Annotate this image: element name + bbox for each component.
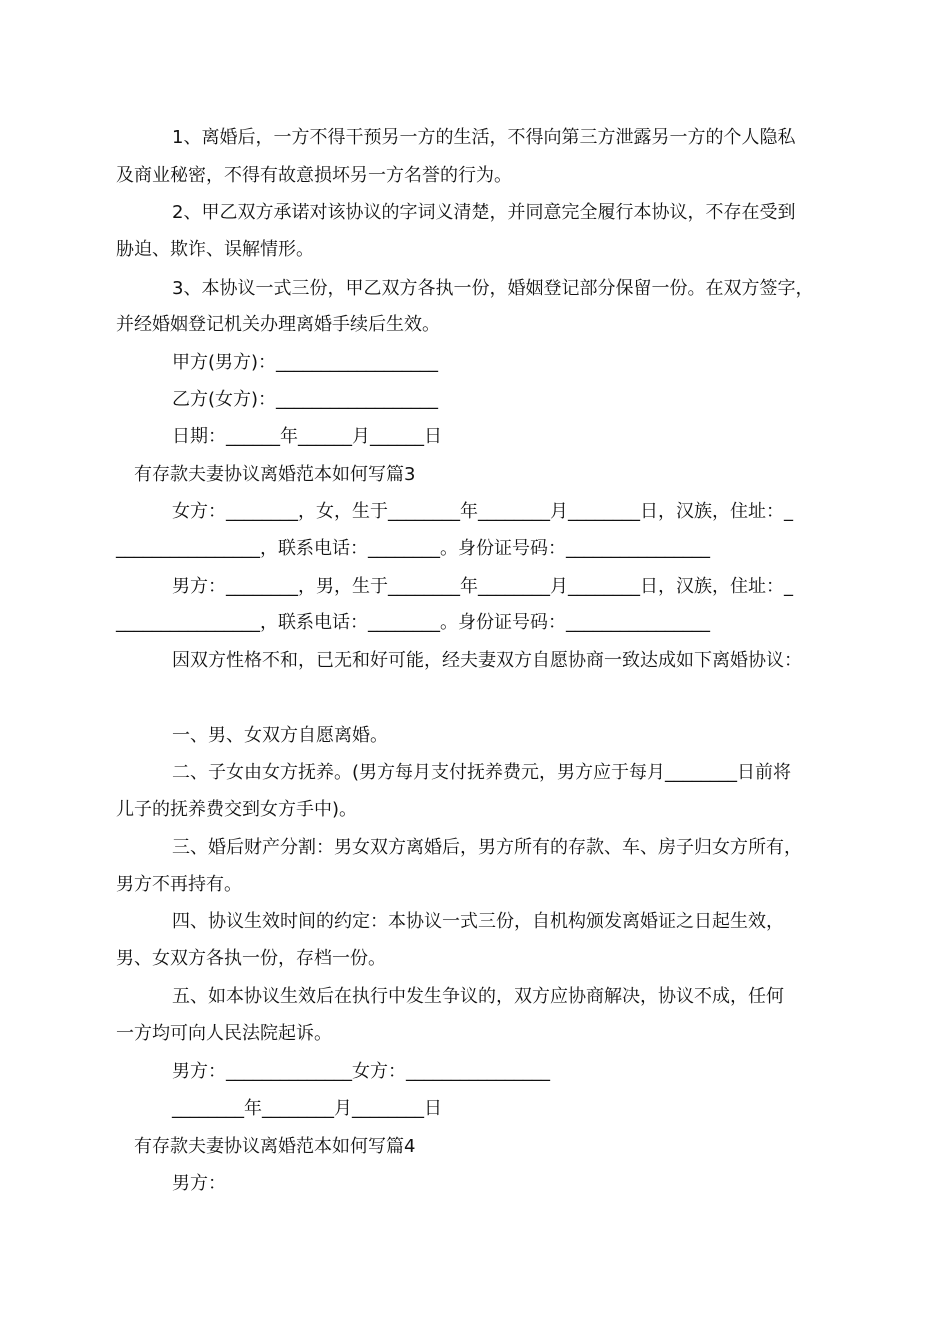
paragraph-line: 3、本协议一式三份，甲乙双方各执一份，婚姻登记部分保留一份。在双方签字， xyxy=(172,278,814,299)
paragraph-line: 并经婚姻登记机关办理离婚手续后生效。 xyxy=(116,314,440,335)
date-line: 日期：______年______月______日 xyxy=(172,426,442,447)
paragraph-line: 及商业秘密，不得有故意损坏另一方名誉的行为。 xyxy=(116,165,512,186)
paragraph-line: 男方：________，男，生于________年________月________日，汉族，住址：_ xyxy=(172,576,793,597)
paragraph-line: 女方：________，女，生于________年________月________日，汉族，住址：_ xyxy=(172,501,793,522)
paragraph-line: 1、离婚后，一方不得干预另一方的生活，不得向第三方泄露另一方的个人隐私 xyxy=(172,127,796,148)
date-line: ________年________月________日 xyxy=(172,1098,442,1119)
paragraph-line: ________________，联系电话：________。身份证号码：________________ xyxy=(116,612,710,633)
paragraph-line: ________________，联系电话：________。身份证号码：________________ xyxy=(116,538,710,559)
paragraph-line: 男、女双方各执一份，存档一份。 xyxy=(116,948,386,969)
paragraph-line: 五、如本协议生效后在执行中发生争议的，双方应协商解决，协议不成，任何 xyxy=(172,986,784,1007)
signature-line-party-a: 甲方(男方)：__________________ xyxy=(172,352,439,373)
paragraph-line: 男方不再持有。 xyxy=(116,874,242,895)
paragraph-line: 因双方性格不和，已无和好可能，经夫妻双方自愿协商一致达成如下离婚协议： xyxy=(172,650,802,671)
paragraph-line: 胁迫、欺诈、误解情形。 xyxy=(116,239,314,260)
paragraph-line: 儿子的抚养费交到女方手中)。 xyxy=(116,799,358,820)
paragraph-line: 一、男、女双方自愿离婚。 xyxy=(172,725,388,746)
section-heading: 有存款夫妻协议离婚范本如何写篇4 xyxy=(134,1136,416,1157)
paragraph-line: 二、子女由女方抚养。(男方每月支付抚养费元，男方应于每月________日前将 xyxy=(172,762,792,783)
section-heading: 有存款夫妻协议离婚范本如何写篇3 xyxy=(134,464,416,485)
paragraph-line: 三、婚后财产分割：男女双方离婚后，男方所有的存款、车、房子归女方所有， xyxy=(172,837,802,858)
paragraph-line: 男方： xyxy=(172,1173,226,1194)
signature-line: 男方：______________女方：________________ xyxy=(172,1061,550,1082)
signature-line-party-b: 乙方(女方)：__________________ xyxy=(172,389,439,410)
paragraph-line: 2、甲乙双方承诺对该协议的字词义清楚，并同意完全履行本协议，不存在受到 xyxy=(172,202,796,223)
paragraph-line: 四、协议生效时间的约定：本协议一式三份，自机构颁发离婚证之日起生效， xyxy=(172,911,784,932)
paragraph-line: 一方均可向人民法院起诉。 xyxy=(116,1023,332,1044)
